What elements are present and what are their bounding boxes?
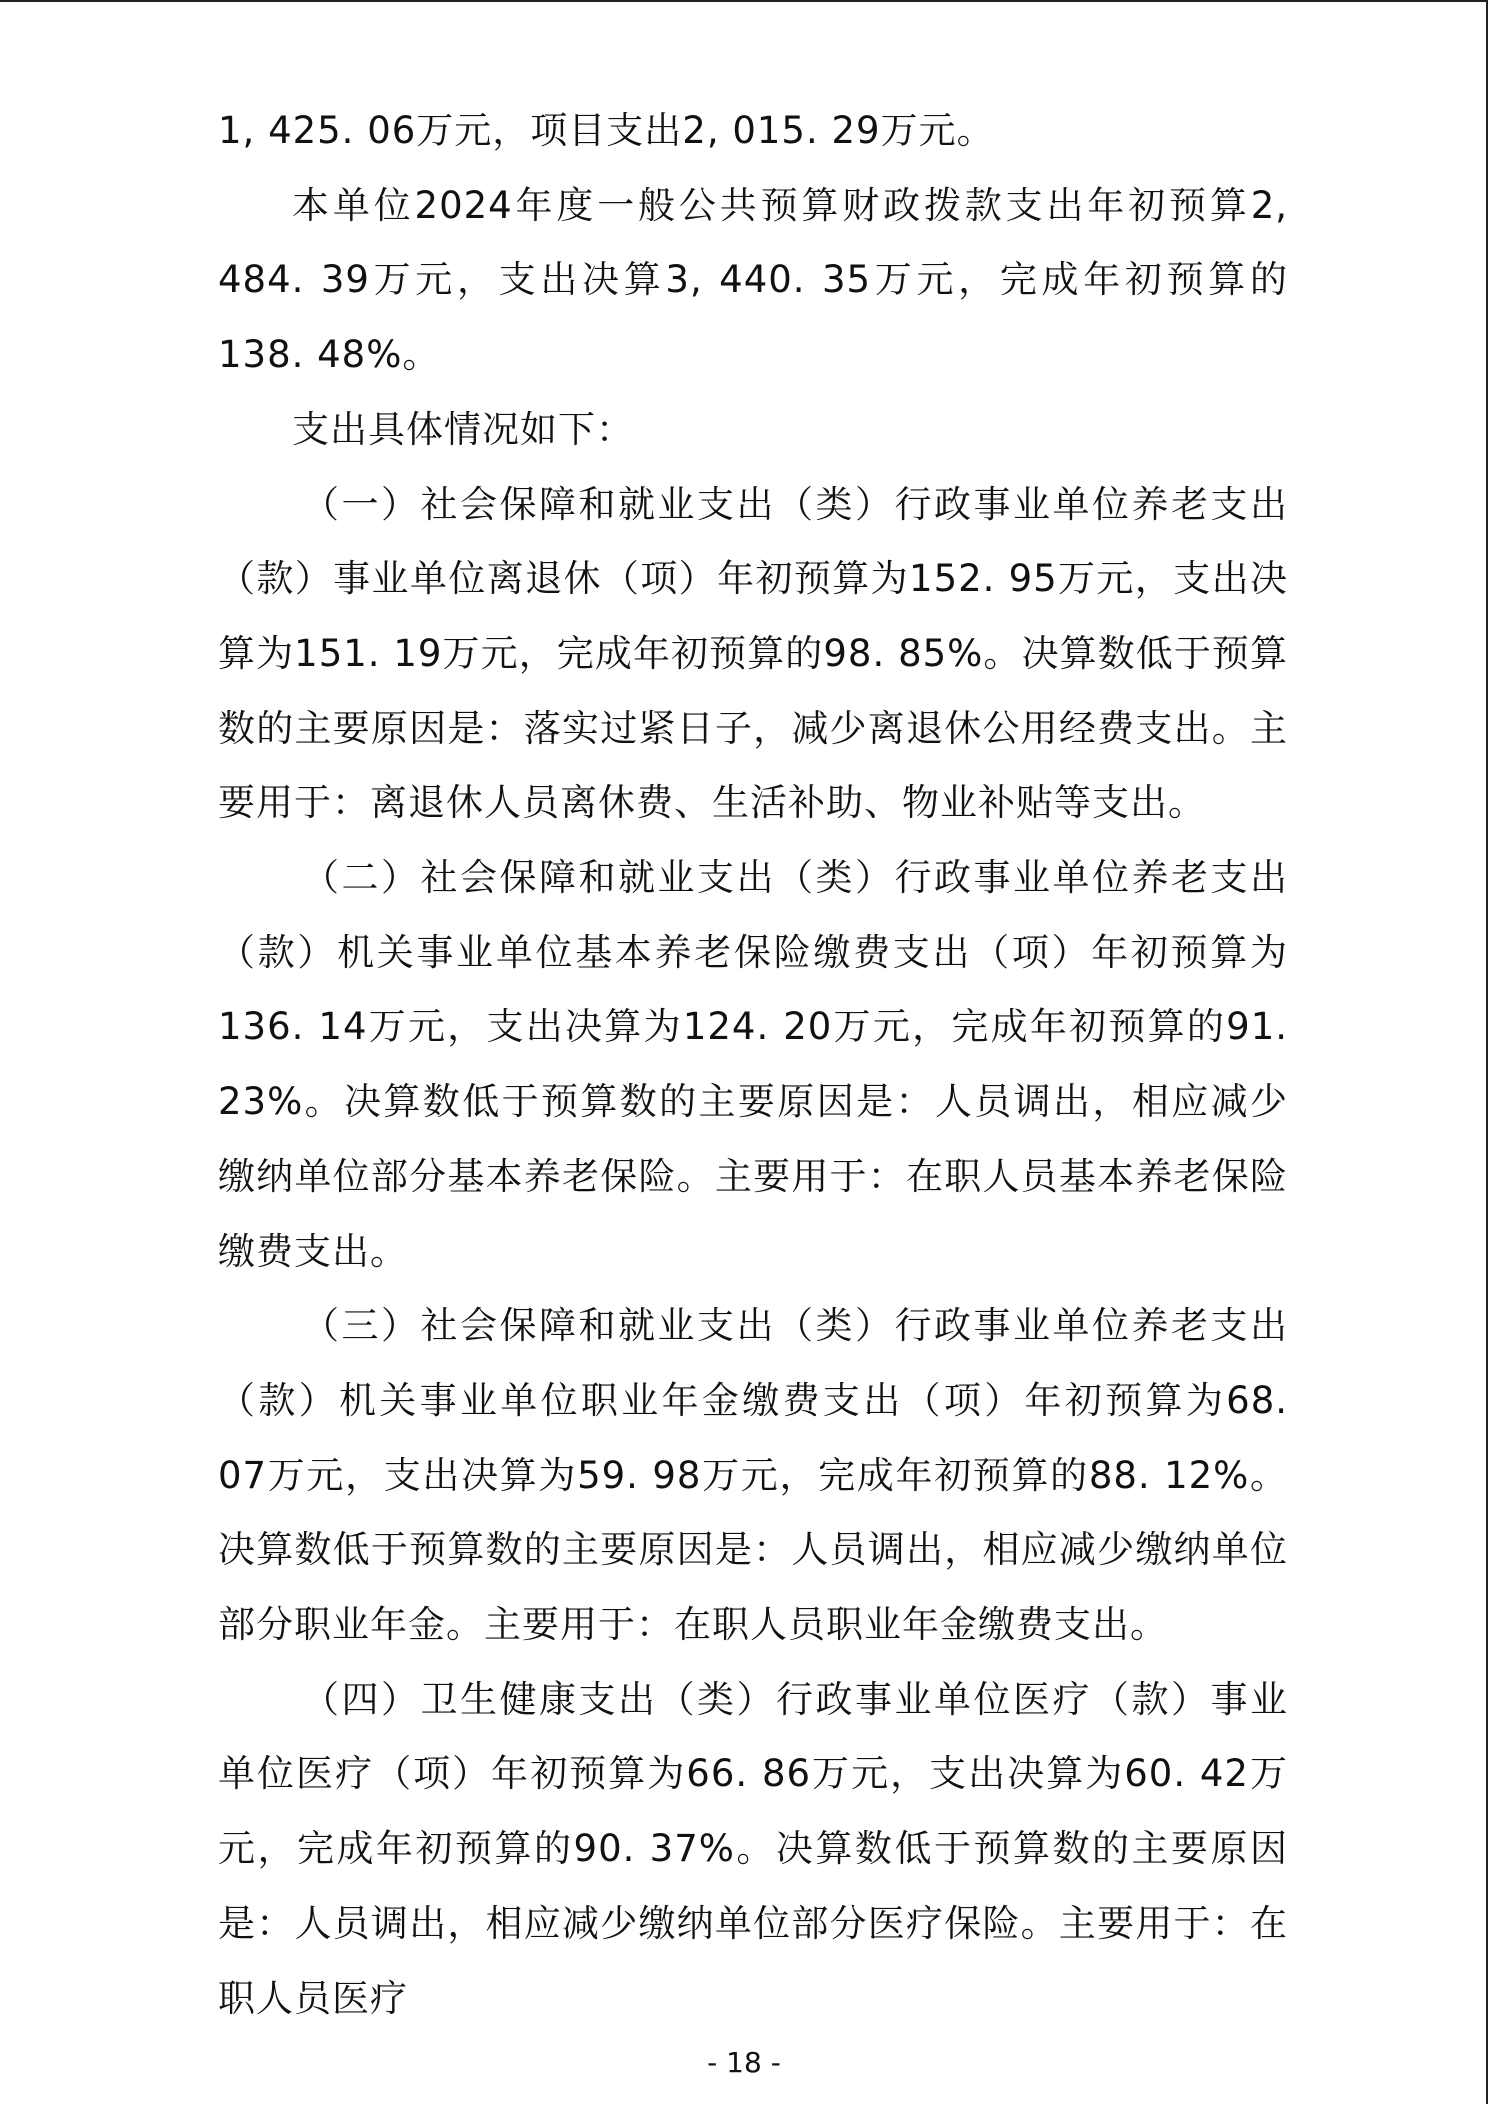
paragraph-item-4-medical: （四）卫生健康支出（类）行政事业单位医疗（款）事业单位医疗（项）年初预算为66. 86万元，支出决算为60. 42万元，完成年初预算的90. 37%。决算数低于预算数的主要原因是：人员调出，相应减少缴纳单位部分医疗保险。主要用于：在职人员医疗 [218,1677,1288,2020]
document-body [218,94,1288,2036]
paragraph-item-2-pension-insurance: （二）社会保障和就业支出（类）行政事业单位养老支出（款）机关事业单位基本养老保险缴费支出（项）年初预算为136. 14万元，支出决算为124. 20万元，完成年初预算的91. 23%。决算数低于预算数的主要原因是：人员调出，相应减少缴纳单位部分基本养老保险。主要用于：在职人员基本养老保险缴费支出。 [218,856,1288,1273]
page-number: - 18 - [707,2046,781,2079]
paragraph-item-3-occupational-annuity: （三）社会保障和就业支出（类）行政事业单位养老支出（款）机关事业单位职业年金缴费支出（项）年初预算为68. 07万元，支出决算为59. 98万元，完成年初预算的88. 12%。决算数低于预算数的主要原因是：人员调出，相应减少缴纳单位部分职业年金。主要用于：在职人员职业年金缴费支出。 [218,1304,1288,1647]
paragraph-budget-summary: 本单位2024年度一般公共预算财政拨款支出年初预算2, 484. 39万元，支出决算3, 440. 35万元，完成年初预算的138. 48%。 [218,183,1288,377]
paragraph-details-intro: 支出具体情况如下： [292,407,634,451]
paragraph-item-1-retirement: （一）社会保障和就业支出（类）行政事业单位养老支出（款）事业单位离退休（项）年初预算为152. 95万元，支出决算为151. 19万元，完成年初预算的98. 85%。决算数低于预算数的主要原因是：落实过紧日子，减少离退休公用经费支出。主要用于：离退休人员离休费、生活补助、物业补贴等支出。 [218,482,1288,825]
paragraph-project-expenditure: 1, 425. 06万元，项目支出2, 015. 29万元。 [218,109,995,152]
